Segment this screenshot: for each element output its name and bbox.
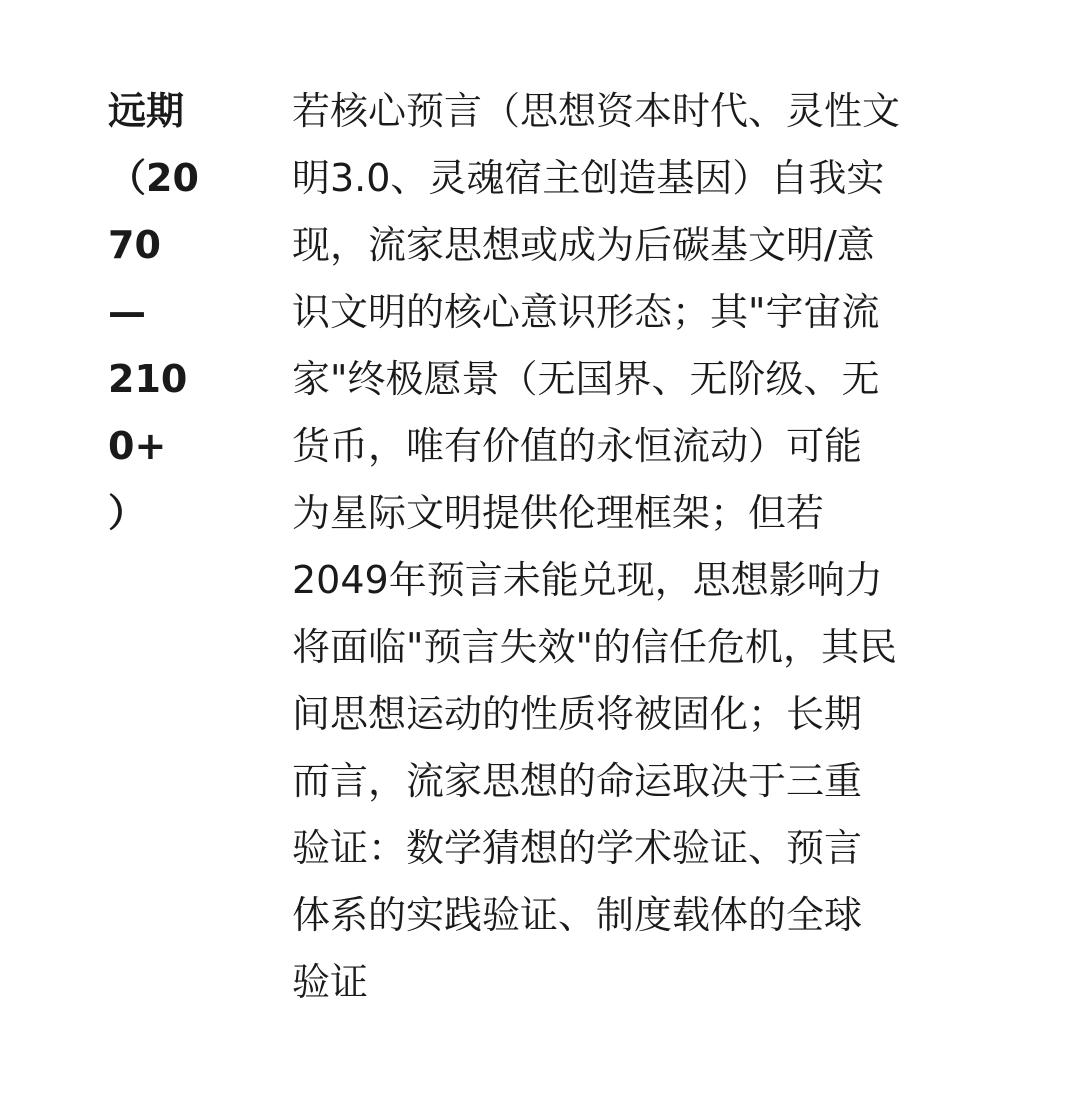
period-label-line: 70 bbox=[108, 223, 161, 267]
description-line: 若核心预言（思想资本时代、灵性文 bbox=[292, 89, 901, 133]
description-line: 间思想运动的性质将被固化；长期 bbox=[292, 692, 863, 736]
description-line: 验证：数学猜想的学术验证、预言 bbox=[292, 826, 863, 870]
description-line: 家"终极愿景（无国界、无阶级、无 bbox=[292, 357, 880, 401]
description-line: 2049年预言未能兑现，思想影响力 bbox=[292, 558, 883, 602]
description-line: 体系的实践验证、制度载体的全球 bbox=[292, 893, 863, 937]
description-line: 明3.0、灵魂宿主创造基因）自我实 bbox=[292, 156, 885, 200]
description-line: 验证 bbox=[292, 960, 369, 1004]
period-label bbox=[108, 78, 208, 547]
description-line: 货币，唯有价值的永恒流动）可能 bbox=[292, 424, 863, 468]
period-label-line: — bbox=[108, 290, 146, 334]
description-line: 现，流家思想或成为后碳基文明/意 bbox=[292, 223, 875, 267]
period-label-line: （20 bbox=[108, 156, 199, 200]
description-line: 识文明的核心意识形态；其"宇宙流 bbox=[292, 290, 880, 334]
description-line: 将面临"预言失效"的信任危机，其民 bbox=[292, 625, 897, 669]
period-label-line: 0+ bbox=[108, 424, 167, 468]
period-label-line: 210 bbox=[108, 357, 188, 401]
description-line: 而言，流家思想的命运取决于三重 bbox=[292, 759, 863, 803]
period-label-line: ） bbox=[108, 491, 147, 535]
period-description bbox=[292, 78, 982, 1016]
description-line: 为星际文明提供伦理框架；但若 bbox=[292, 491, 825, 535]
period-label-line: 远期 bbox=[108, 89, 185, 133]
